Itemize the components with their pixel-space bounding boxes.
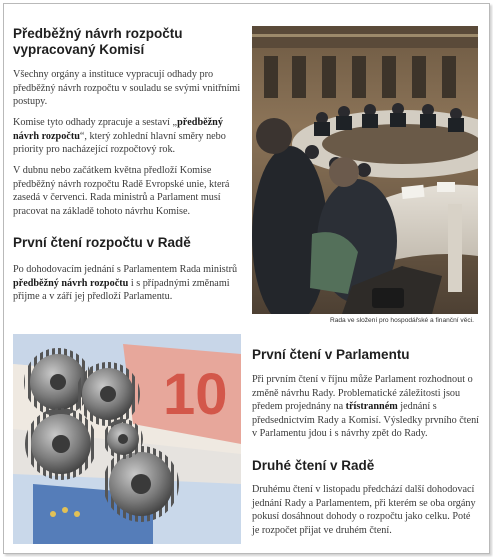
gears-banknotes-photo	[13, 334, 241, 544]
council-meeting-photo	[252, 26, 478, 314]
council-meeting-illustration	[252, 26, 478, 314]
paragraph-second-reading: Druhému čtení v listopadu předchází další dohodovací jednání Rady a Parlamentem, při kterém se oba orgány pokusí dosáhnout dohody o rozpočtu jako celku. Poté je rozpočet přijat ve druhém čtení.	[252, 484, 476, 536]
paragraph-institutions-estimates: Všechny orgány a instituce vypracují odhady pro předběžný návrh rozpočtu v souladu se svými vnitřními postupy.	[13, 69, 241, 108]
paragraph-commission-submits: V dubnu nebo začátkem května předloží Komise předběžný návrh rozpočtu Radě Evropské unie, která zasedá v červenci. Rada ministrů a Parlament musí pracovat na základě tohoto návrhu Komise.	[13, 165, 230, 217]
paragraph-parliament-amends: Při prvním čtení v říjnu může Parlament rozhodnout o změně návrhu Rady. Problematické záležitosti jsou předem projednány na třístranném jednání s předsednictvím Rady a Komisí. Výsledky prvního čtení v Parlamentu jdou i s návrhy zpět do Rady.	[252, 374, 480, 440]
paragraph-commission-compiles: Komise tyto odhady zpracuje a sestaví „předběžný návrh rozpočtu“, který zohlední hlavní směry nebo priority pro nacházející rozpočtový rok.	[13, 117, 226, 156]
banknote-value: 10	[163, 362, 228, 427]
page-frame	[3, 3, 490, 554]
section-title-parliament-first-reading: První čtení v Parlamentu	[252, 347, 410, 362]
photo-caption: Rada ve složení pro hospodářské a finanční věci.	[329, 317, 474, 324]
section-title-preliminary-draft: Předběžný návrh rozpočtu vypracovaný Komisí	[13, 26, 183, 57]
paragraph-council-adopts: Po dohodovacím jednání s Parlamentem Rada ministrů předběžný návrh rozpočtu i s případnými změnami přijme a v září jej předloží Parlamentu.	[13, 264, 238, 303]
section-title-council-second-reading: Druhé čtení v Radě	[252, 458, 375, 473]
section-title-council-first-reading: První čtení rozpočtu v Radě	[13, 235, 191, 250]
gears-on-euro-notes-illustration	[13, 334, 241, 544]
